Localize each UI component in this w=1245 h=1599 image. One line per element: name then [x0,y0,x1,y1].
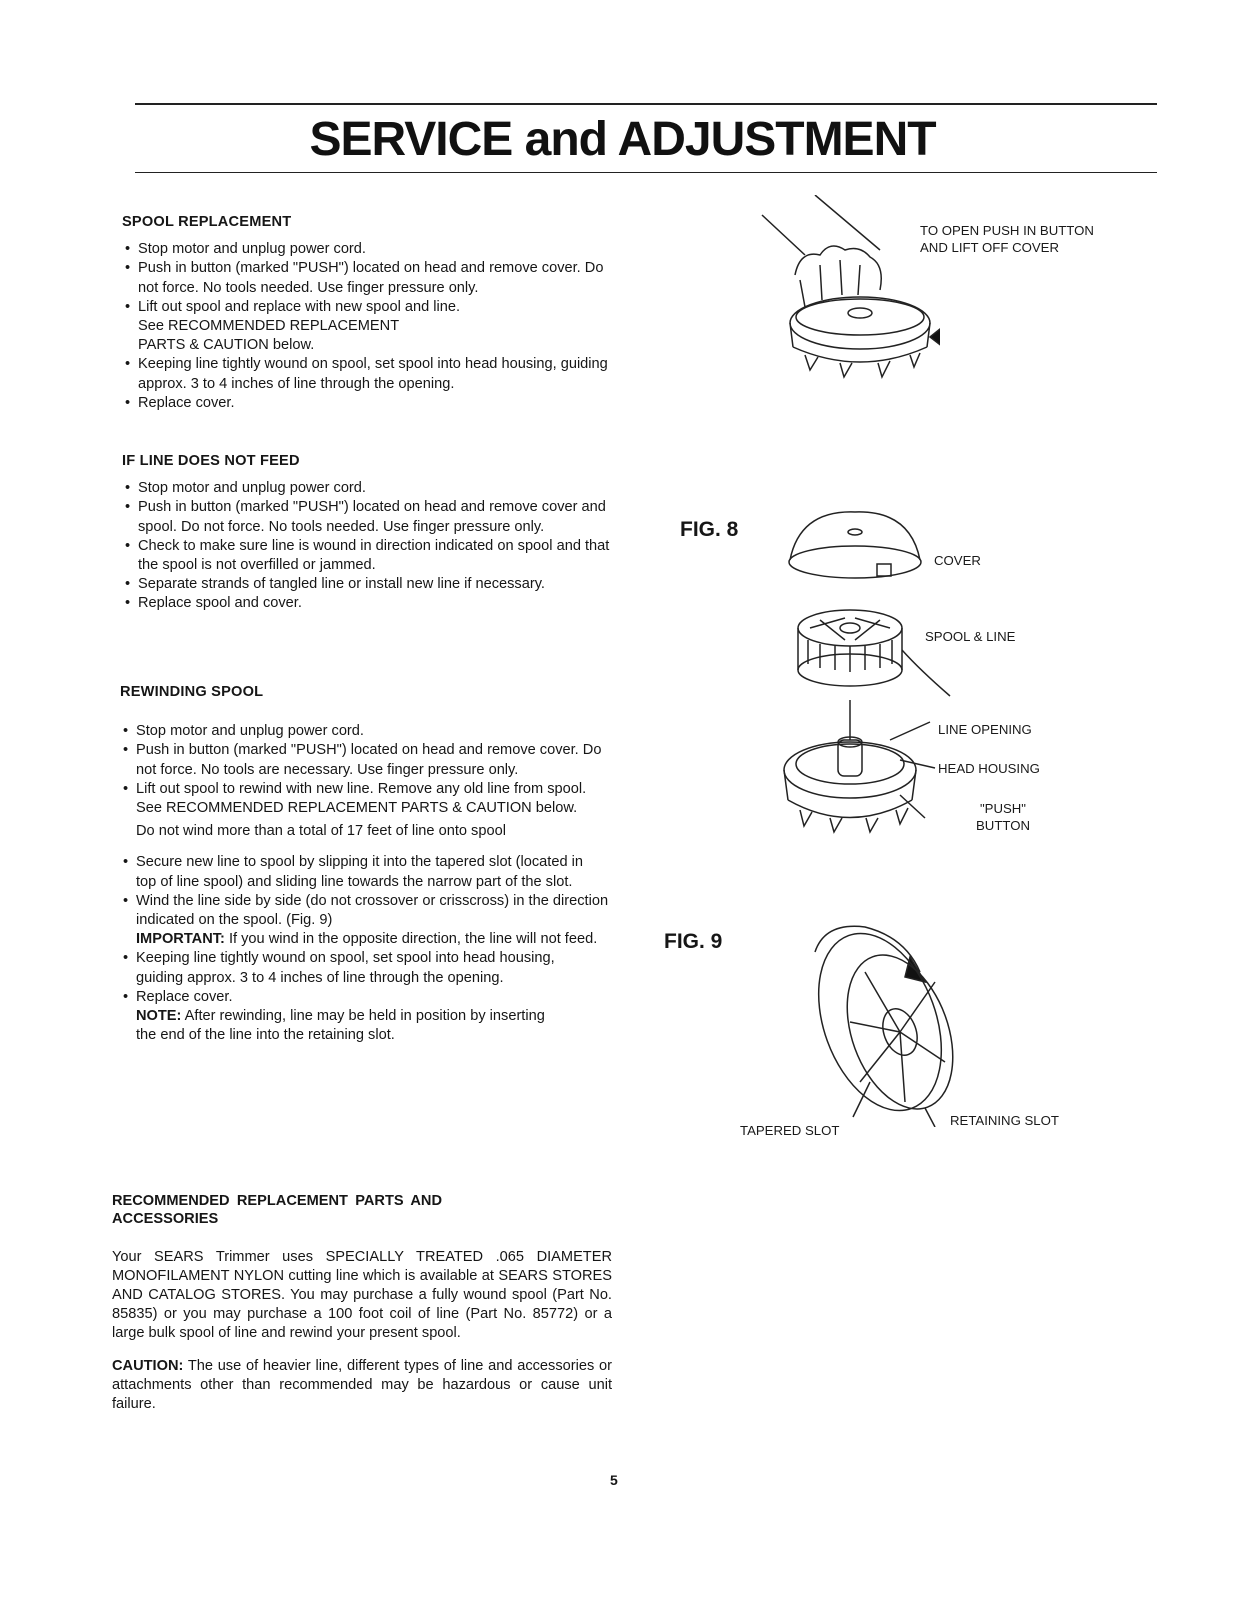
section-heading: IF LINE DOES NOT FEED [122,453,300,469]
line-opening-label: LINE OPENING [938,722,1032,737]
spool-and-line-illustration [790,600,960,710]
section-recommended-parts [112,1192,612,1428]
list-item: • Stop motor and unplug power cord. [120,722,620,741]
list-item: • Push in button (marked "PUSH") located on head and remove cover and spool. Do not force. No tools needed. Use finger pressure only. [122,498,622,536]
list-item: • Replace cover. [122,394,622,413]
section-heading: REWINDING SPOOL [120,684,264,700]
list-item: • Replace cover. [120,988,620,1007]
section-rewinding-spool [120,683,620,1045]
note-label: NOTE: [136,1008,182,1025]
important-label: IMPORTANT: [136,931,225,948]
section-spool-replacement [122,213,622,413]
page-title: SERVICE and ADJUSTMENT [309,113,936,166]
list-item: • Lift out spool and replace with new spool and line. [122,298,622,317]
caution-label: CAUTION: [112,1358,184,1374]
list-item: • Push in button (marked "PUSH") located on head and remove cover. Do not force. No tools are necessary. Use finger pressure only. [120,741,620,779]
section-line-not-feed [122,452,622,614]
section-heading: SPOOL REPLACEMENT [122,214,292,230]
spool-line-label: SPOOL & LINE [925,629,1016,644]
list-item: • Wind the line side by side (do not crossover or crisscross) in the direction indicated on the spool. (Fig. 9) [120,892,620,930]
fig8-label: FIG. 8 [680,518,739,541]
title-rule [135,172,1157,173]
note-text: See RECOMMENDED REPLACEMENT PARTS & CAUTION below. [136,800,578,817]
list-item: • Replace spool and cover. [122,594,622,613]
list-item: • Push in button (marked "PUSH") located on head and remove cover. Do not force. No tools needed. Use finger pressure only. [122,259,622,297]
section-heading: RECOMMENDED REPLACEMENT PARTS AND ACCESSORIES [112,1193,442,1227]
important-text: If you wind in the opposite direction, the line will not feed. [224,931,598,948]
top-rule [135,103,1157,105]
note-body: After rewinding, line may be held in position by inserting the end of the line into the retaining slot. [136,1008,545,1044]
list-item: • Keeping line tightly wound on spool, set spool into head housing, guiding approx. 3 to 4 inches of line through the opening. [122,355,622,393]
spool-winding-illustration [795,912,965,1127]
tapered-slot-label: TAPERED SLOT [740,1123,840,1138]
fig9-label: FIG. 9 [664,930,723,953]
open-cover-label: TO OPEN PUSH IN BUTTON AND LIFT OFF COVER [920,223,1094,255]
page-number: 5 [610,1472,618,1488]
caution-text: The use of heavier line, different types of line and accessories or attachments other than recommended may be hazardous or cause unit failure. [112,1358,612,1412]
cover-label: COVER [934,553,981,568]
list-item: • Check to make sure line is wound in direction indicated on spool and that the spool is not overfilled or jammed. [122,537,622,575]
cover-illustration [785,500,925,590]
rewind-note [120,1007,566,1045]
recommended-text: Your SEARS Trimmer uses SPECIALLY TREATED .065 DIAMETER MONOFILAMENT NYLON cutting line which is available at SEARS STORES AND CATALOG STORES. You may purchase a fully wound spool (Part No. 85835) or you may purchase a 100 foot coil of line (Part No. 85772) or a large bulk spool of line and rewind your present spool. [112,1249,612,1341]
caution-paragraph [112,1357,612,1414]
list-item: • Lift out spool to rewind with new line. Remove any old line from spool. [120,780,620,799]
list-item: • Keeping line tightly wound on spool, set spool into head housing, guiding approx. 3 to 4 inches of line through the opening. [120,949,576,987]
list-item: • Stop motor and unplug power cord. [122,479,622,498]
head-housing-label: HEAD HOUSING [938,761,1040,776]
head-housing-illustration [780,700,955,840]
push-button-label: "PUSH" BUTTON [976,801,1030,833]
note-text: See RECOMMENDED REPLACEMENT PARTS & CAUTION below. [138,318,399,354]
important-note [120,930,620,949]
list-item: • Stop motor and unplug power cord. [122,240,622,259]
hand-opening-cover-illustration [760,195,940,405]
retaining-slot-label: RETAINING SLOT [950,1113,1059,1128]
list-item: • Secure new line to spool by slipping it into the tapered slot (located in top of line spool) and sliding line towards the narrow part of the slot. [120,853,586,891]
note-text: Do not wind more than a total of 17 feet of line onto spool [136,823,506,840]
list-item: • Separate strands of tangled line or install new line if necessary. [122,575,578,594]
